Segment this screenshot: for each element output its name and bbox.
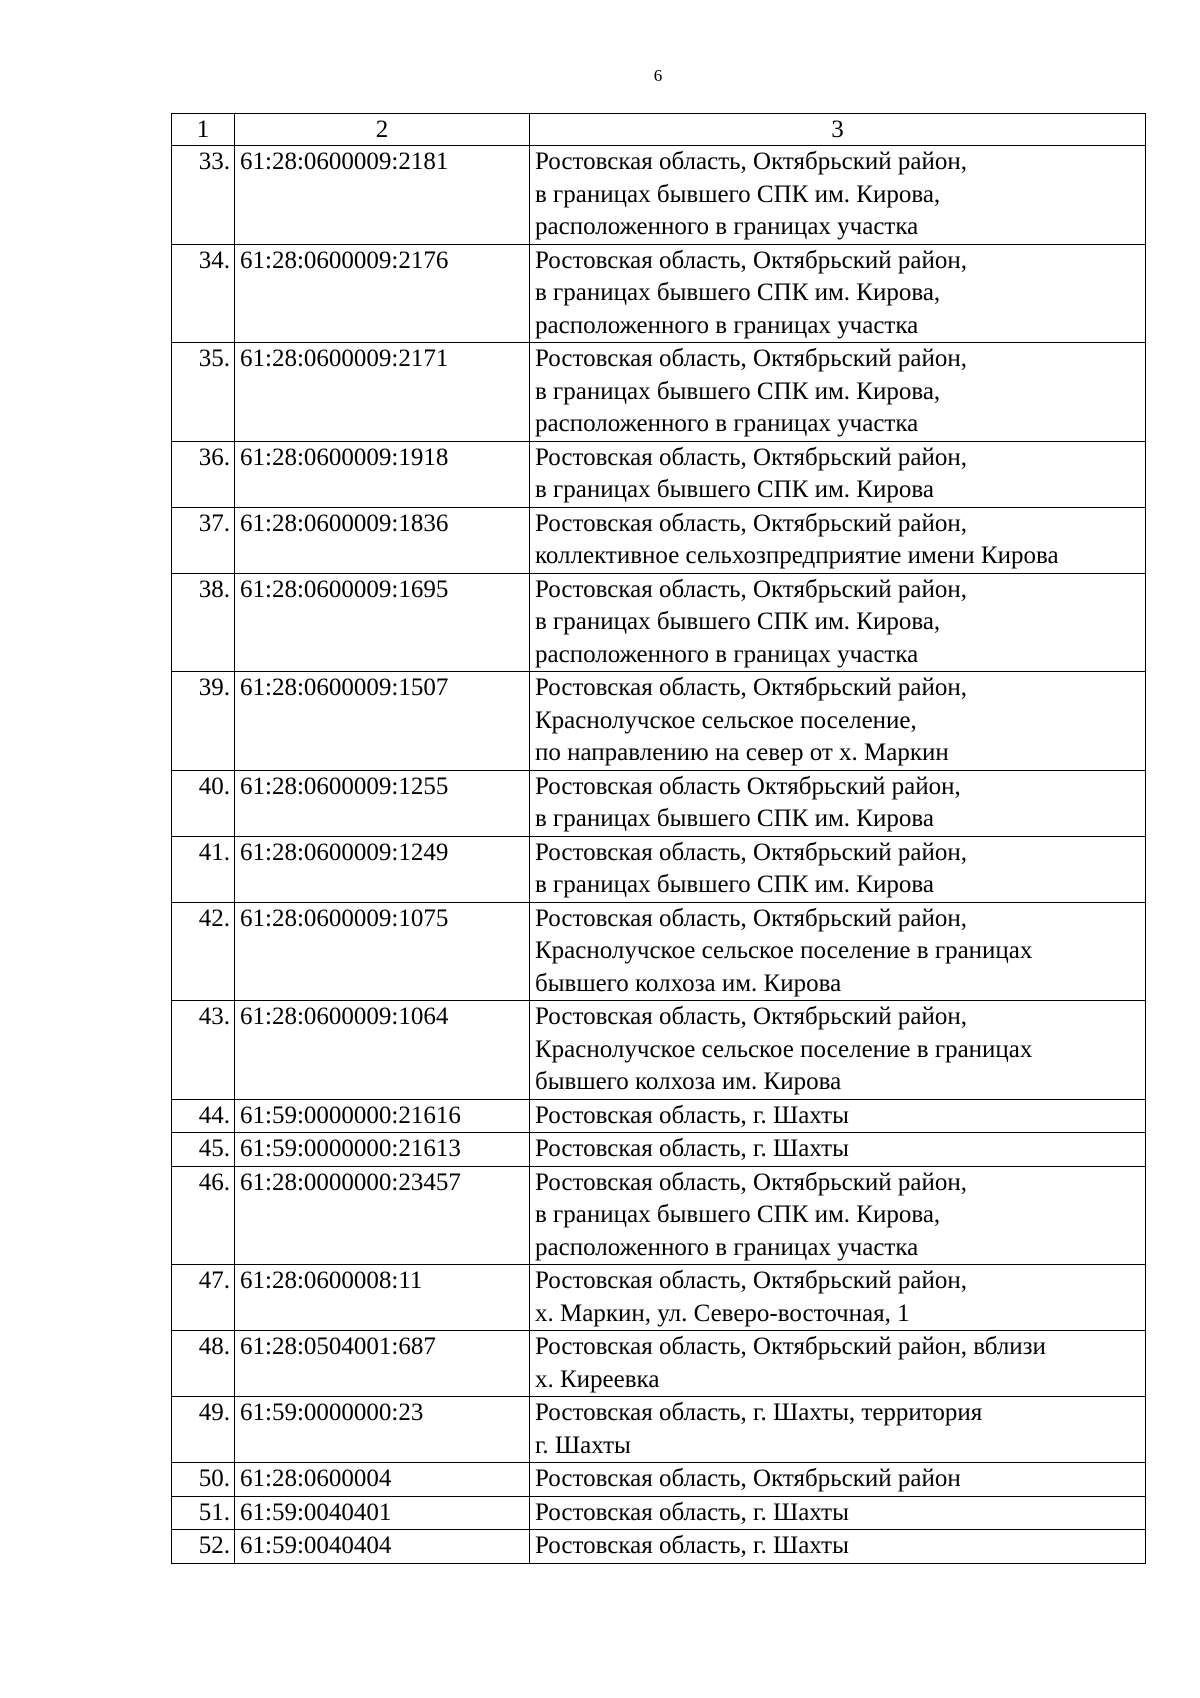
address-line: г. Шахты: [535, 1431, 631, 1459]
row-number: 51.: [172, 1496, 235, 1530]
header-row: [172, 114, 1146, 146]
address: [530, 1099, 1146, 1133]
cadastral-number: 61:28:0600009:2176: [235, 244, 530, 343]
row-number: 37.: [172, 507, 235, 573]
table-row: [172, 343, 1146, 442]
address-line: в границах бывшего СПК им. Кирова,: [535, 180, 941, 208]
table-row: [172, 1496, 1146, 1530]
cadastral-number: 61:28:0600004: [235, 1463, 530, 1497]
table-row: [172, 507, 1146, 573]
table-row: [172, 836, 1146, 902]
page-number: 6: [653, 66, 663, 85]
address: [530, 672, 1146, 771]
cadastral-number: 61:28:0600009:1507: [235, 672, 530, 771]
address-line: Краснолучское сельское поселение,: [535, 706, 917, 734]
cadastral-number: 61:28:0600009:1075: [235, 902, 530, 1001]
address-line: Ростовская область, Октябрьский район,: [535, 246, 967, 274]
address: [530, 1001, 1146, 1100]
row-number: 47.: [172, 1265, 235, 1331]
address: [530, 1265, 1146, 1331]
address-line: Ростовская область, Октябрьский район, вблизи: [535, 1333, 1046, 1360]
row-number: 34.: [172, 244, 235, 343]
table-row: [172, 441, 1146, 507]
cadastral-number: 61:28:0000000:23457: [235, 1166, 530, 1265]
table-row: [172, 1530, 1146, 1564]
table-row: [172, 1099, 1146, 1133]
address: [530, 1397, 1146, 1463]
address-line: Ростовская область, Октябрьский район,: [535, 904, 967, 932]
address-line: Ростовская область, г. Шахты: [535, 1532, 849, 1559]
address: [530, 1496, 1146, 1530]
row-number: 49.: [172, 1397, 235, 1463]
row-number: 42.: [172, 902, 235, 1001]
address: [530, 146, 1146, 245]
address-line: по направлению на север от х. Маркин: [535, 739, 949, 766]
row-number: 46.: [172, 1166, 235, 1265]
row-number: 44.: [172, 1099, 235, 1133]
cadastral-number: 61:28:0600009:1255: [235, 770, 530, 836]
address: [530, 902, 1146, 1001]
row-number: 45.: [172, 1133, 235, 1167]
header-cell-number: 1: [172, 114, 235, 146]
address-line: х. Маркин, ул. Северо-восточная, 1: [535, 1299, 910, 1327]
cadastral-number: 61:28:0600009:1064: [235, 1001, 530, 1100]
table-row: [172, 573, 1146, 672]
table-body: [172, 114, 1146, 1564]
address-line: Ростовская область, г. Шахты: [535, 1135, 849, 1162]
cadastral-number: 61:59:0000000:21616: [235, 1099, 530, 1133]
row-number: 48.: [172, 1331, 235, 1397]
cadastral-number: 61:28:0600009:1836: [235, 507, 530, 573]
address-line: х. Киреевка: [535, 1365, 660, 1393]
address-line: в границах бывшего СПК им. Кирова,: [535, 1201, 941, 1228]
address-line: бывшего колхоза им. Кирова: [535, 1068, 842, 1095]
address-line: в границах бывшего СПК им. Кирова,: [535, 608, 941, 635]
address-line: Ростовская область, г. Шахты, территория: [535, 1399, 983, 1426]
address: [530, 343, 1146, 442]
row-number: 38.: [172, 573, 235, 672]
table-row: [172, 770, 1146, 836]
row-number: 52.: [172, 1530, 235, 1564]
cadastral-number: 61:59:0000000:23: [235, 1397, 530, 1463]
header-cell-address: 3: [530, 114, 1146, 146]
cadastral-number: 61:28:0504001:687: [235, 1331, 530, 1397]
address-line: в границах бывшего СПК им. Кирова: [535, 476, 934, 503]
address-line: Ростовская область, Октябрьский район,: [535, 1168, 967, 1196]
table-row: [172, 1397, 1146, 1463]
table-row: [172, 1331, 1146, 1397]
address: [530, 836, 1146, 902]
table-row: [172, 1265, 1146, 1331]
address-line: Краснолучское сельское поселение в границах: [535, 937, 1033, 964]
address-line: Ростовская область, Октябрьский район,: [535, 674, 967, 701]
address: [530, 1331, 1146, 1397]
address-line: бывшего колхоза им. Кирова: [535, 969, 842, 997]
address: [530, 1133, 1146, 1167]
cadastral-number: 61:59:0040404: [235, 1530, 530, 1564]
row-number: 40.: [172, 770, 235, 836]
cadastral-number: 61:28:0600009:2181: [235, 146, 530, 245]
address-line: Ростовская область, Октябрьский район,: [535, 1267, 967, 1294]
address-line: Ростовская область, Октябрьский район,: [535, 1003, 967, 1030]
address-line: Ростовская область, г. Шахты: [535, 1101, 849, 1129]
address-line: коллективное сельхозпредприятие имени Кирова: [535, 542, 1059, 569]
cadastral-number: 61:28:0600009:1695: [235, 573, 530, 672]
cadastral-number: 61:28:0600009:1918: [235, 441, 530, 507]
address-line: Краснолучское сельское поселение в границах: [535, 1035, 1033, 1063]
address: [530, 441, 1146, 507]
row-number: 43.: [172, 1001, 235, 1100]
cadastral-number: 61:59:0000000:21613: [235, 1133, 530, 1167]
cadastral-table: [171, 113, 1146, 1564]
table-row: [172, 1133, 1146, 1167]
address-line: Ростовская область, Октябрьский район,: [535, 443, 967, 471]
header-cell-cadastral: 2: [235, 114, 530, 146]
cadastral-number: 61:59:0040401: [235, 1496, 530, 1530]
row-number: 39.: [172, 672, 235, 771]
table-row: [172, 244, 1146, 343]
address-line: Ростовская область, Октябрьский район,: [535, 345, 967, 372]
address-line: Ростовская область, Октябрьский район,: [535, 148, 967, 175]
row-number: 35.: [172, 343, 235, 442]
address-line: в границах бывшего СПК им. Кирова,: [535, 279, 941, 306]
row-number: 36.: [172, 441, 235, 507]
address-line: расположенного в границах участка: [535, 640, 919, 668]
address-line: расположенного в границах участка: [535, 311, 919, 339]
table-row: [172, 1463, 1146, 1497]
cadastral-number: 61:28:0600009:2171: [235, 343, 530, 442]
row-number: 41.: [172, 836, 235, 902]
address-line: расположенного в границах участка: [535, 213, 919, 240]
table-row: [172, 146, 1146, 245]
address-line: в границах бывшего СПК им. Кирова,: [535, 377, 941, 405]
row-number: 33.: [172, 146, 235, 245]
address: [530, 1166, 1146, 1265]
address: [530, 507, 1146, 573]
address-line: Ростовская область, г. Шахты: [535, 1498, 849, 1526]
address-line: Ростовская область, Октябрьский район,: [535, 509, 967, 537]
address-line: Ростовская область Октябрьский район,: [535, 772, 961, 800]
address: [530, 770, 1146, 836]
table-row: [172, 672, 1146, 771]
row-number: 50.: [172, 1463, 235, 1497]
address: [530, 244, 1146, 343]
address: [530, 1463, 1146, 1497]
address-line: расположенного в границах участка: [535, 410, 919, 437]
table-row: [172, 1001, 1146, 1100]
address-line: в границах бывшего СПК им. Кирова: [535, 805, 934, 832]
address: [530, 573, 1146, 672]
address-line: Ростовская область, Октябрьский район,: [535, 838, 967, 866]
table-row: [172, 902, 1146, 1001]
address-line: Ростовская область, Октябрьский район,: [535, 575, 967, 603]
cadastral-number: 61:28:0600008:11: [235, 1265, 530, 1331]
table-row: [172, 1166, 1146, 1265]
address-line: в границах бывшего СПК им. Кирова: [535, 871, 934, 898]
address-line: расположенного в границах участка: [535, 1233, 919, 1261]
cadastral-number: 61:28:0600009:1249: [235, 836, 530, 902]
address: [530, 1530, 1146, 1564]
address-line: Ростовская область, Октябрьский район: [535, 1465, 961, 1492]
